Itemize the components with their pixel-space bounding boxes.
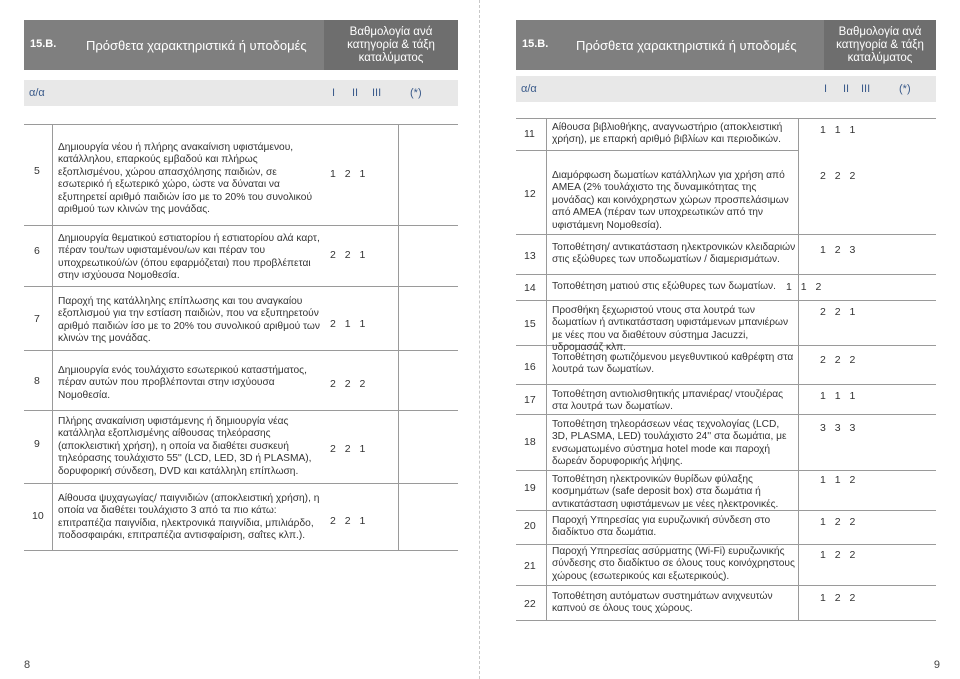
row-number: 10	[32, 510, 44, 522]
col-star: (*)	[410, 87, 422, 99]
row-score: 1 1 1	[820, 124, 856, 136]
row-description: Πλήρης ανακαίνιση υφιστάμενης ή δημιουργία νέας κατάλληλα εξοπλισμένης αίθουσας τηλεόρασης (αποκλειστική χρήση), η οποία να διαθέτει συσκευή τηλεόρασης τουλάχιστο 55'' (LCD, LED, 3D ή PLASMA), δορυφορική σύνδεση, DVD και κατάλληλη επίπλωση.	[58, 416, 312, 477]
rating-header: Βαθμολογία ανά κατηγορία & τάξη καταλύματος	[824, 20, 936, 70]
row-number: 22	[524, 598, 536, 610]
col-star: (*)	[899, 83, 911, 95]
row-number: 18	[524, 436, 536, 448]
section-header	[24, 20, 458, 70]
section-title: Πρόσθετα χαρακτηριστικά ή υποδομές	[576, 38, 797, 53]
row-score: 1 1 1	[820, 390, 856, 402]
row-description: Τοποθέτηση αντιολισθητικής μπανιέρας/ ντουζιέρας στα λουτρά των δωματίων.	[552, 389, 784, 413]
rating-header: Βαθμολογία ανά κατηγορία & τάξη καταλύματος	[324, 20, 458, 70]
row-score: 2 1 1	[330, 318, 366, 330]
row-description: Δημιουργία νέου ή πλήρης ανακαίνιση υφιστάμενου, κατάλληλου, επαρκούς εμβαδού και πλήρως εξοπλισμένου, χώρου απασχόλησης παιδιών, σε εσωτερικό ή εξωτερικό χώρο, ώστε να δύναται να εξυπηρετεί αριθμό παιδιών ίσο με το 20% του συνολικού αριθμού των κλινών της μονάδας.	[58, 142, 313, 216]
row-description: Διαμόρφωση δωματίων κατάλληλων για χρήση από ΑΜΕΑ (2% τουλάχιστο της δυναμικότητας της μονάδας) και κοινόχρηστων χώρων προσπελάσιμων από ΑΜΕΑ (πέραν των υποχρεωτικών από την υφιστάμενη Νομοθεσία).	[552, 170, 789, 231]
row-score: 1 2 1	[330, 168, 366, 180]
row-score: 1 1 2	[820, 474, 856, 486]
col-III: III	[372, 87, 382, 99]
row-score: 2 2 2	[330, 378, 366, 390]
row-score: 1 2 2	[820, 592, 856, 604]
row-number: 14	[524, 282, 536, 294]
row-description: Αίθουσα ψυχαγωγίας/ παιγνιδιών (αποκλειστική χρήση), η οποία να διαθέτει τουλάχιστο 3 από τα πιο κάτω: επιτραπέζια παιγνίδια, ηλεκτρονικά παιγνίδια, μπιλιάρδο, ποδοσφαιράκι, επιτραπέζια αντισφαίριση, σαΐτες κλπ.).	[58, 493, 320, 542]
row-description: Αίθουσα βιβλιοθήκης, αναγνωστήριο (αποκλειστική χρήση), με επαρκή αριθμό βιβλίων και περιοδικών.	[552, 122, 783, 146]
row-score: 3 3 3	[820, 422, 856, 434]
row-description: Παροχή της κατάλληλης επίπλωσης και του αναγκαίου εξοπλισμού για την εστίαση παιδιών, που να εξυπηρετούν αριθμό παιδιών ίσο με το 20% του συνολικού αριθμού των κλινών της μονάδας.	[58, 296, 320, 345]
section-header	[516, 20, 936, 70]
row-score: 1 1 2	[786, 281, 822, 293]
col-I: I	[332, 87, 336, 99]
row-score: 2 2 1	[820, 306, 856, 318]
row-description: Τοποθέτηση ματιού στις εξώθυρες των δωματίων.	[552, 281, 776, 292]
row-number: 16	[524, 361, 536, 373]
col-II: II	[352, 87, 359, 99]
row-number: 7	[34, 313, 40, 325]
row-description: Προσθήκη ξεχωριστού ντους στα λουτρά των δωματίων ή αντικατάσταση υφιστάμενων μπανιέρων με νέες που να διαθέτουν σύστημα Jacuzzi, υδρομασάζ κλπ.	[552, 305, 789, 354]
column-header-row	[516, 76, 936, 102]
row-number: 17	[524, 394, 536, 406]
row-description: Τοποθέτηση/ αντικατάσταση ηλεκτρονικών κλειδαριών στις εξώθυρες των υποδωματίων / διαμερισμάτων.	[552, 242, 796, 266]
row-description: Τοποθέτηση αυτόματων συστημάτων ανιχνευτών καπνού σε όλους τους χώρους.	[552, 591, 773, 615]
row-number: 21	[524, 560, 536, 572]
row-score: 2 2 1	[330, 443, 366, 455]
row-description: Δημιουργία ενός τουλάχιστο εσωτερικού καταστήματος, πέραν αυτών που προβλέπονται στην ισχύουσα Νομοθεσία.	[58, 365, 307, 401]
col-II: II	[843, 83, 850, 95]
row-number: 6	[34, 245, 40, 257]
row-description: Παροχή Υπηρεσίας για ευρυζωνική σύνδεση στο διαδίκτυο στα δωμάτια.	[552, 515, 771, 539]
row-number: 5	[34, 165, 40, 177]
row-score: 1 2 2	[820, 516, 856, 528]
row-number: 11	[524, 128, 535, 140]
row-number: 9	[34, 438, 40, 450]
row-score: 2 2 2	[820, 170, 856, 182]
col-I: I	[824, 83, 828, 95]
page-number: 9	[933, 659, 940, 671]
row-description: Δημιουργία θεματικού εστιατορίου ή εστιατορίου αλά καρτ, πέραν του/των υφισταμένου/ων και πέραν του υποχρεωτικού/ών (όπου εφαρμόζεται) που προβλέπεται στην ισχύουσα Νομοθεσία.	[58, 233, 320, 282]
row-score: 1 2 2	[820, 549, 856, 561]
row-score: 2 2 1	[330, 515, 366, 527]
col-aa: α/α	[29, 87, 45, 99]
right-page	[480, 0, 960, 679]
col-III: III	[861, 83, 871, 95]
row-score: 2 2 2	[820, 354, 856, 366]
row-number: 15	[524, 318, 536, 330]
row-description: Τοποθέτηση φωτιζόμενου μεγεθυντικού καθρέφτη στα λουτρά των δωματίων.	[552, 352, 794, 376]
row-number: 19	[524, 482, 536, 494]
column-header-row	[24, 80, 458, 106]
section-code: 15.B.	[522, 38, 549, 50]
row-description: Παροχή Υπηρεσίας ασύρματης (Wi-Fi) ευρυζωνικής σύνδεσης στο διαδίκτυο σε όλους τους κοινόχρηστους χώρους (εσωτερικούς και εξωτερικούς).	[552, 546, 795, 582]
col-aa: α/α	[521, 83, 537, 95]
row-score: 1 2 3	[820, 244, 856, 256]
row-number: 13	[524, 250, 536, 262]
row-score: 2 2 1	[330, 249, 366, 261]
page-number: 8	[24, 659, 31, 671]
section-code: 15.B.	[30, 38, 57, 50]
row-description: Τοποθέτηση τηλεοράσεων νέας τεχνολογίας (LCD, 3D, PLASMA, LED) τουλάχιστο 24'' στα δωμάτια, με ενσωματωμένο σύστημα hotel mode και παροχή δωρεάν δορυφορικής λήψης.	[552, 419, 787, 468]
row-number: 8	[34, 375, 40, 387]
section-title: Πρόσθετα χαρακτηριστικά ή υποδομές	[86, 38, 307, 53]
row-number: 20	[524, 520, 536, 532]
row-description: Τοποθέτηση ηλεκτρονικών θυρίδων φύλαξης κοσμημάτων (safe deposit box) στα δωμάτια ή αντικατάσταση υφιστάμενων με νέες ηλεκτρονικές.	[552, 474, 779, 510]
row-number: 12	[524, 188, 536, 200]
